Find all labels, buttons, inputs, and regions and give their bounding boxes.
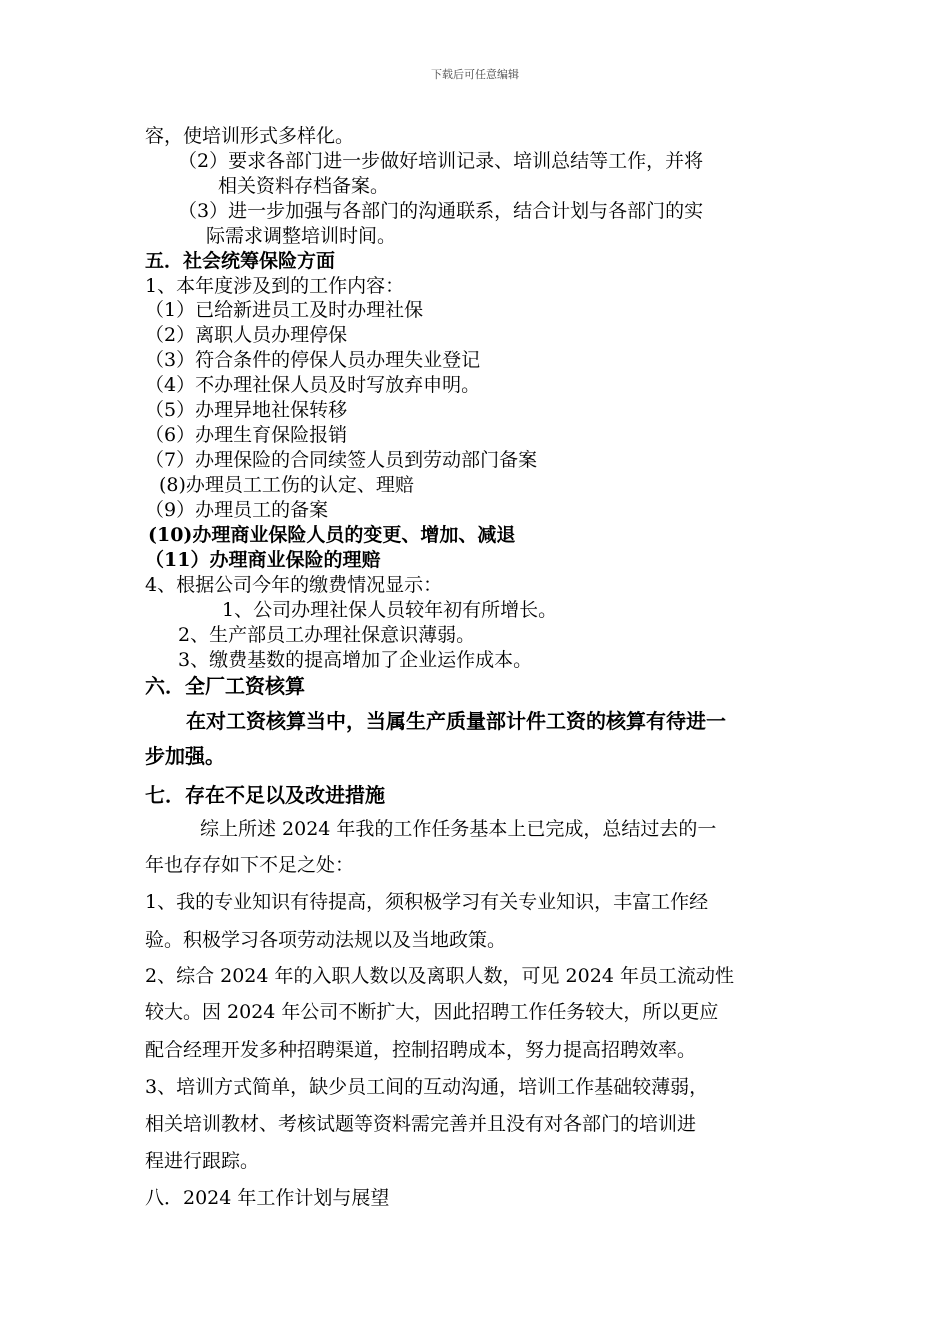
list-item: （6）办理生育保险报销 (145, 424, 348, 446)
section-6-para: 在对工资核算当中，当属生产质量部计件工资的核算有待进一 (186, 709, 726, 733)
paragraph-3: 3、培训方式简单，缺少员工间的互动沟通，培训工作基础较薄弱， (145, 1076, 709, 1098)
paragraph-2: 2、综合 2024 年的入职人数以及离职人数，可见 2024 年员工流动性 (145, 965, 734, 987)
training-item-3-cont: 际需求调整培训时间。 (206, 225, 397, 247)
section-7-intro: 综上所述 2024 年我的工作任务基本上已完成，总结过去的一 (200, 818, 717, 840)
list-item: (10)办理商业保险人员的变更、增加、减退 (148, 524, 516, 546)
section-6-para-cont: 步加强。 (145, 744, 225, 768)
fee-item: 3、缴费基数的提高增加了企业运作成本。 (178, 649, 533, 671)
list-item: (8)办理员工工伤的认定、理赔 (159, 474, 414, 496)
paragraph-1: 1、我的专业知识有待提高，须积极学习有关专业知识，丰富工作经 (145, 891, 709, 913)
section-5-intro: 1、本年度涉及到的工作内容： (145, 275, 405, 297)
training-line: 容，使培训形式多样化。 (145, 125, 355, 147)
list-item: （3）符合条件的停保人员办理失业登记 (145, 349, 481, 371)
list-item: （11）办理商业保险的理赔 (145, 549, 381, 571)
section-7-intro-cont: 年也存存如下不足之处： (145, 854, 355, 876)
section-5-heading: 五．社会统筹保险方面 (145, 250, 336, 272)
list-item: （7）办理保险的合同续签人员到劳动部门备案 (145, 449, 538, 471)
list-item: （1）已给新进员工及时办理社保 (145, 299, 424, 321)
training-item-2-cont: 相关资料存档备案。 (218, 175, 390, 197)
paragraph-3-cont: 相关培训教材、考核试题等资料需完善并且没有对各部门的培训进 (145, 1113, 697, 1135)
paragraph-2-cont: 配合经理开发多种招聘渠道，控制招聘成本，努力提高招聘效率。 (145, 1039, 697, 1061)
paragraph-1-cont: 验。积极学习各项劳动法规以及当地政策。 (145, 929, 507, 951)
list-item: （9）办理员工的备案 (145, 499, 329, 521)
training-item-2: （2）要求各部门进一步做好培训记录、培训总结等工作，并将 (178, 150, 704, 172)
fee-item: 1、公司办理社保人员较年初有所增长。 (222, 599, 558, 621)
list-item: （5）办理异地社保转移 (145, 399, 348, 421)
fee-intro: 4、根据公司今年的缴费情况显示： (145, 574, 443, 596)
paragraph-3-cont: 程进行跟踪。 (145, 1150, 260, 1172)
section-8-heading: 八．2024 年工作计划与展望 (145, 1187, 390, 1209)
header-note: 下载后可任意编辑 (431, 68, 519, 81)
training-item-3: （3）进一步加强与各部门的沟通联系，结合计划与各部门的实 (178, 200, 704, 222)
fee-item: 2、生产部员工办理社保意识薄弱。 (178, 624, 476, 646)
list-item: （4）不办理社保人员及时写放弃申明。 (145, 374, 481, 396)
section-7-heading: 七．存在不足以及改进措施 (145, 783, 385, 807)
paragraph-2-cont: 较大。因 2024 年公司不断扩大，因此招聘工作任务较大，所以更应 (145, 1001, 719, 1023)
list-item: （2）离职人员办理停保 (145, 324, 348, 346)
section-6-heading: 六．全厂工资核算 (145, 674, 305, 698)
